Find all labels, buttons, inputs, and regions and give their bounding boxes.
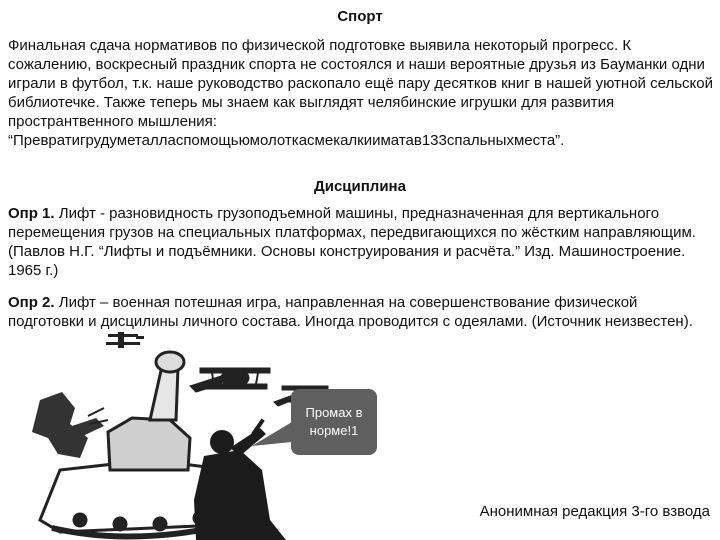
definition-2-label: Опр 2. bbox=[8, 294, 55, 311]
definition-2-text: Лифт – военная потешная игра, направленная на совершенствование физической подготовки и дисцилины личного состава. Иногда проводится с одеялами. (Источник неизвестен). bbox=[8, 294, 693, 330]
speech-bubble-tail bbox=[252, 420, 294, 450]
speech-bubble bbox=[291, 389, 377, 455]
battle-illustration bbox=[0, 320, 460, 540]
speech-bubble-line-1: Промах в bbox=[305, 405, 363, 420]
definition-1-text: Лифт - разновидность грузоподъемной машины, предназначенная для вертикального перемещения грузов на специальных платформах, передвигающихся по жёстким направляющим. (Павлов Н.Г. “Лифты и подъёмники. Основы конструирования и расчёта.” Изд. Машиностроение. 1965 г.) bbox=[8, 205, 696, 279]
discipline-heading: Дисциплина bbox=[314, 178, 406, 195]
biplane-icon bbox=[190, 368, 270, 392]
speech-bubble-line-2: норме!1 bbox=[309, 423, 359, 438]
definition-1-label: Опр 1. bbox=[8, 205, 55, 222]
sport-heading: Спорт bbox=[337, 8, 383, 25]
signature: Анонимная редакция 3-го взвода bbox=[479, 503, 710, 520]
sport-paragraph: Финальная сдача нормативов по физической подготовке выявила некоторый прогресс. К сожалению, воскресный праздник спорта не состоялся и наши вероятные друзья из Бауманки одни играли в футбол, т.к. наше руководство раскопало ещё пару десятков книг в нашей уютной сельской библиотечке. Также теперь мы знаем как выглядят челябинские игрушки для развития пространтвенного мышления: “Превратигрудуметалласпомощьюмолоткасмекалкииматав133спальныхместа”. bbox=[8, 37, 713, 149]
definition-1 bbox=[8, 204, 714, 280]
explosion-icon bbox=[32, 392, 104, 458]
small-plane-icon bbox=[106, 332, 144, 348]
